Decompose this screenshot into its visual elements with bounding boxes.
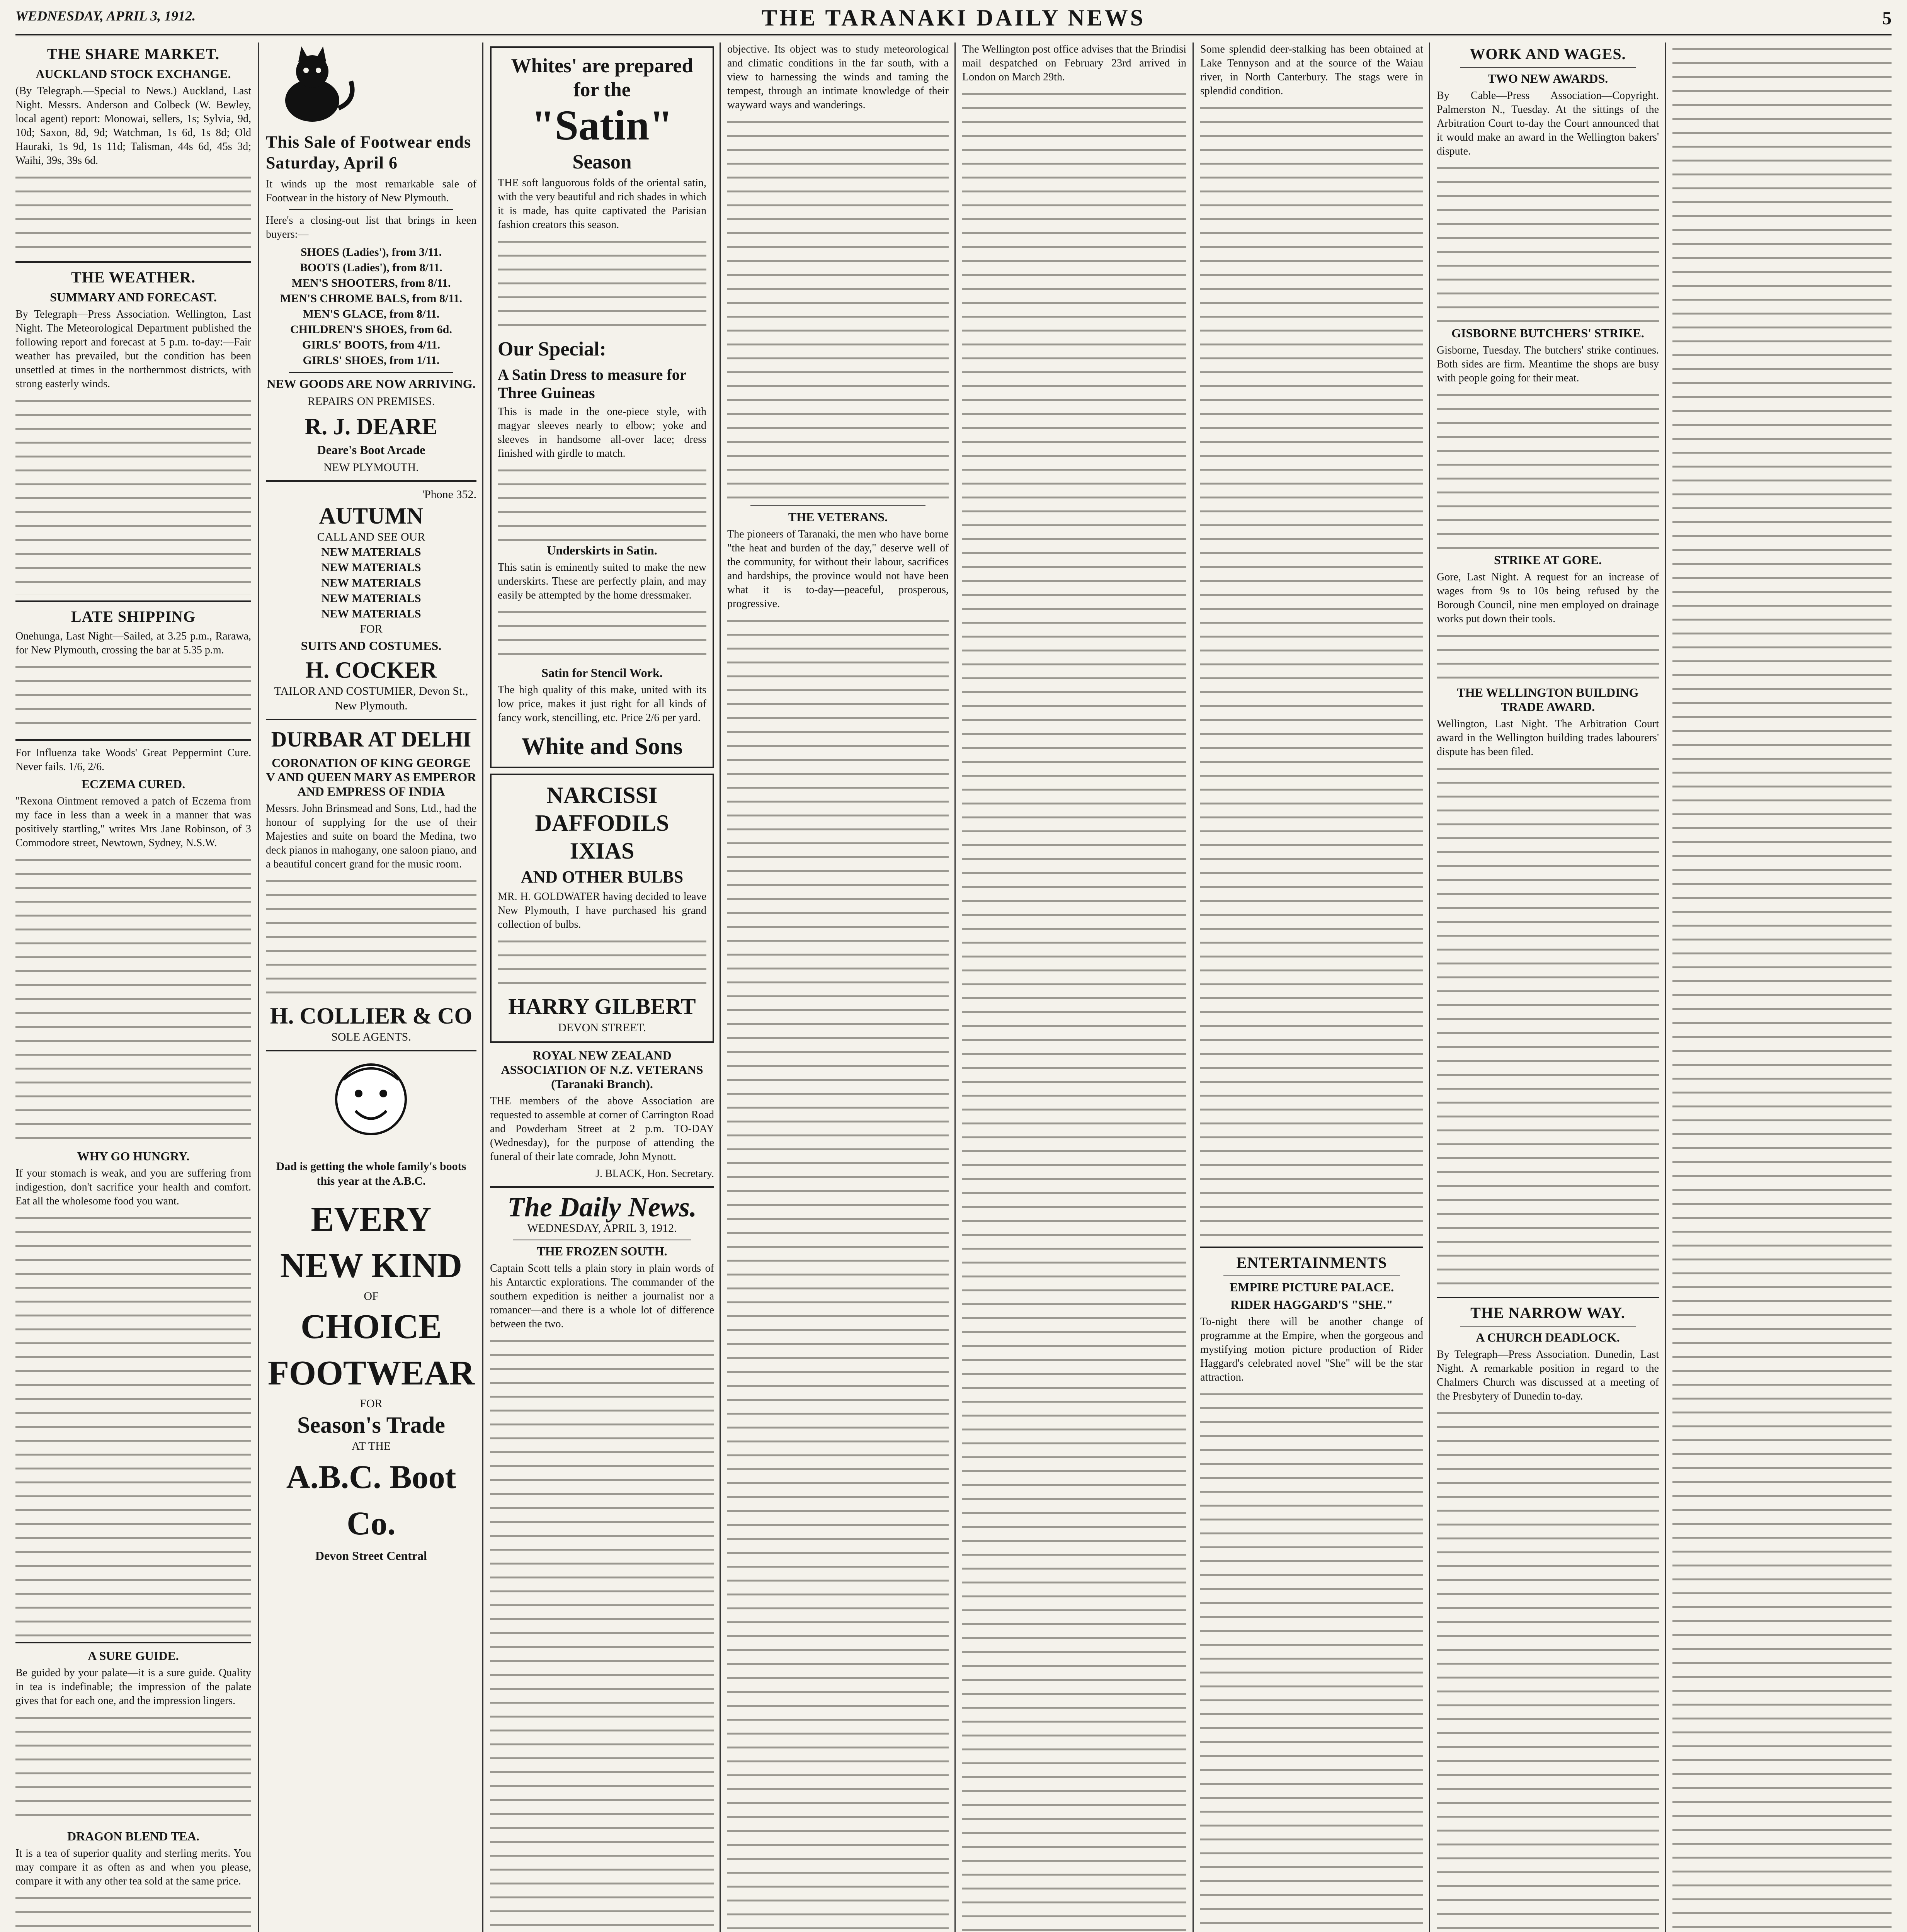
devon-street-central: Devon Street Central	[315, 1549, 427, 1563]
bulb-name: DAFFODILS	[535, 810, 669, 836]
dragon-blend-heading: DRAGON BLEND TEA.	[67, 1829, 199, 1843]
church-deadlock-text: By Telegraph—Press Association. Dunedin, Last Night. A remarkable position in regard to the Chalmers Church was discussed at a meeting of the Presbytery of Dunedin to-day.	[1437, 1349, 1659, 1402]
text-lines	[1200, 101, 1423, 1241]
veterans-heading: THE VETERANS.	[788, 510, 888, 524]
share-market-text: (By Telegraph.—Special to News.) Auckland, Last Night. Messrs. Anderson and Colbeck (W. Bewley, local agent) report: Monowai, sellers, 1s; Sylvia, 9d, 10d; Saxon, 8d, 9d; Watchman, 1s 6d, 1s 8d; Old Hauraki, 1s 9d, 1s 11d; Talisman, 44s 6d, 45s 3d; Waihi, 39s, 39s 6d.	[15, 85, 251, 167]
footwear-price-item: GIRLS' BOOTS, from 4/11.	[302, 338, 440, 351]
column-rule	[258, 43, 259, 1932]
hungry-heading: WHY GO HUNGRY.	[77, 1149, 190, 1163]
repairs-note: REPAIRS ON PREMISES.	[307, 395, 435, 408]
frozen-south-heading: THE FROZEN SOUTH.	[537, 1244, 667, 1258]
footwear-price-item: SHOES (Ladies'), from 3/11.	[300, 246, 442, 259]
gisborne-text: Gisborne, Tuesday. The butchers' strike continues. Both sides are firm. Meantime the shops are busy with people going for their meat.	[1437, 344, 1659, 384]
footwear-price-item: MEN'S CHROME BALS, from 8/11.	[280, 292, 463, 305]
special-sub: A Satin Dress to measure for Three Guineas	[498, 366, 686, 401]
she-heading: RIDER HAGGARD'S "SHE."	[1230, 1298, 1393, 1311]
black-cat-icon	[266, 43, 359, 128]
bulb-name: IXIAS	[570, 838, 635, 864]
eczema-text: "Rexona Ointment removed a patch of Eczema from my face in less than a week in a manner that was positively startling," writes Mrs Jane Robinson, of 3 Commodore street, Newtown, Sydney, N.S.W.	[15, 795, 251, 849]
column-7	[1437, 43, 1659, 1932]
two-new-awards: TWO NEW AWARDS.	[1487, 71, 1608, 85]
material-item: NEW MATERIALS	[321, 546, 421, 558]
masthead-title: THE TARANAKI DAILY NEWS	[761, 5, 1146, 31]
text-lines	[1437, 388, 1659, 551]
text-lines	[15, 1711, 251, 1827]
for-label-2: FOR	[360, 1397, 383, 1410]
deer-stalking: Some splendid deer-stalking has been obtained at Lake Tennyson and at the source of the Waiau river, in North Canterbury. The stags were in splendid condition.	[1200, 43, 1423, 97]
gilbert-street: DEVON STREET.	[558, 1021, 646, 1034]
satin-ad	[490, 46, 714, 768]
text-lines	[1200, 1388, 1423, 1932]
material-item: NEW MATERIALS	[321, 592, 421, 605]
sale-text: It winds up the most remarkable sale of Footwear in the history of New Plymouth.	[266, 178, 476, 204]
suits-costumes: SUITS AND COSTUMES.	[301, 639, 442, 653]
sale-title: This Sale of Footwear ends Saturday, April 6	[266, 133, 471, 172]
material-item: NEW MATERIALS	[321, 607, 421, 620]
daily-news-nameplate: The Daily News.	[507, 1192, 697, 1223]
footwear-price-item: CHILDREN'S SHOES, from 6d.	[290, 323, 452, 336]
material-item: NEW MATERIALS	[321, 561, 421, 574]
materials-list	[266, 544, 476, 622]
text-lines	[15, 660, 251, 734]
text-lines	[1437, 162, 1659, 324]
footwear-price-list	[266, 245, 476, 368]
column-1	[15, 43, 251, 1932]
deare-name: R. J. DEARE	[305, 414, 438, 439]
share-market-heading: THE SHARE MARKET.	[47, 45, 220, 63]
phone-number: 'Phone 352.	[422, 488, 476, 501]
text-lines	[1437, 1406, 1659, 1932]
bulb-names	[498, 781, 706, 865]
sure-guide-text: Be guided by your palate—it is a sure guide. Quality in tea is indefinable; the impression of the palate gives that for each one, and the impression lingers.	[15, 1667, 251, 1707]
material-item: NEW MATERIALS	[321, 577, 421, 589]
footwear-price-item: GIRLS' SHOES, from 1/11.	[303, 354, 440, 367]
harry-gilbert: HARRY GILBERT	[508, 994, 696, 1019]
call-and-see: CALL AND SEE OUR	[317, 531, 425, 543]
baby-caption: Dad is getting the whole family's boots this year at the A.B.C.	[276, 1160, 466, 1187]
new-goods-arriving: NEW GOODS ARE NOW ARRIVING.	[267, 377, 476, 391]
entertainments-heading: ENTERTAINMENTS	[1236, 1254, 1387, 1271]
shipping-text: Onehunga, Last Night—Sailed, at 3.25 p.m., Rarawa, for New Plymouth, crossing the bar at 5.35 p.m.	[15, 630, 251, 656]
text-lines	[15, 1891, 251, 1932]
column-2	[266, 43, 476, 1932]
collier-sub: SOLE AGENTS.	[331, 1031, 411, 1043]
column-4	[727, 43, 949, 1932]
text-lines	[498, 605, 706, 663]
of-label: OF	[364, 1290, 379, 1303]
building-award-text: Wellington, Last Night. The Arbitration Court award in the Wellington building trades labourers' dispute has been filed.	[1437, 718, 1659, 758]
share-market-subheading: AUCKLAND STOCK EXCHANGE.	[36, 67, 231, 81]
text-lines	[15, 394, 251, 595]
text-lines	[1437, 629, 1659, 683]
column-rule	[720, 43, 721, 1932]
text-lines	[498, 464, 706, 541]
goldwater-text: MR. H. GOLDWATER having decided to leave New Plymouth, I have purchased his grand collection of bulbs.	[498, 891, 706, 930]
work-wages-heading: WORK AND WAGES.	[1470, 45, 1626, 63]
brindisi-mail: The Wellington post office advises that the Brindisi mail despatched on February 23rd arrived in London on March 29th.	[962, 43, 1186, 83]
collier-name: H. COLLIER & CO	[270, 1003, 473, 1029]
column-rule	[954, 43, 956, 1932]
building-award-heading: THE WELLINGTON BUILDING TRADE AWARD.	[1457, 685, 1639, 714]
text-lines	[1672, 43, 1892, 1932]
gisborne-heading: GISBORNE BUTCHERS' STRIKE.	[1451, 326, 1644, 340]
bulbs-ad	[490, 774, 714, 1043]
every-new-kind: EVERY NEW KIND	[280, 1200, 462, 1285]
footwear-price-item: BOOTS (Ladies'), from 8/11.	[300, 261, 442, 274]
deare-arcade: Deare's Boot Arcade	[317, 443, 425, 457]
closing-list-intro: Here's a closing-out list that brings in keen buyers:—	[266, 214, 476, 240]
footwear-price-item: MEN'S GLACE, from 8/11.	[303, 308, 440, 320]
sure-guide-heading: A SURE GUIDE.	[88, 1649, 179, 1663]
cocker-address: TAILOR AND COSTUMIER, Devon St., New Plymouth.	[274, 685, 468, 712]
satin-word: "Satin"	[531, 102, 673, 149]
stencil-heading: Satin for Stencil Work.	[541, 666, 663, 680]
choice-footwear: CHOICE FOOTWEAR	[267, 1308, 475, 1392]
text-lines	[962, 87, 1186, 1932]
weather-text: By Telegraph—Press Association. Wellington, Last Night. The Meteorological Department published the following report and forecast at 5 p.m. to-day:—Fair weather has prevailed, but the condition has been unsettled at times in the northernmost districts, with strong easterly winds.	[15, 308, 251, 390]
coronation-heading: CORONATION OF KING GEORGE V AND QUEEN MARY AS EMPEROR AND EMPRESS OF INDIA	[266, 756, 476, 798]
church-deadlock-heading: A CHURCH DEADLOCK.	[1476, 1330, 1620, 1344]
our-special: Our Special:	[498, 338, 606, 360]
underskirts-text: This satin is eminently suited to make the new underskirts. These are perfectly plain, and may easily be attempted by the home dressmaker.	[498, 561, 706, 601]
weather-subheading: SUMMARY AND FORECAST.	[50, 290, 217, 304]
text-lines	[15, 1211, 251, 1636]
masthead-page: 5	[1882, 8, 1892, 29]
text-lines	[727, 614, 949, 1932]
footwear-price-item: MEN'S SHOOTERS, from 8/11.	[291, 277, 451, 289]
text-lines	[727, 115, 949, 502]
text-lines	[15, 853, 251, 1147]
empire-picture-palace: EMPIRE PICTURE PALACE.	[1229, 1280, 1394, 1294]
white-and-sons: White and Sons	[521, 733, 683, 760]
column-3	[490, 43, 714, 1932]
durbar-text: Messrs. John Brinsmead and Sons, Ltd., had the honour of supplying for the use of their Majesties and suite on board the Medina, two deck pianos in mahogany, one saloon piano, and a beautiful concert grand for the music room.	[266, 803, 476, 870]
other-bulbs: AND OTHER BULBS	[521, 867, 684, 886]
column-rule	[482, 43, 483, 1932]
column-rule	[1665, 43, 1666, 1932]
hungry-text: If your stomach is weak, and you are suffering from indigestion, don't sacrifice your health and comfort. Eat all the wholesome food you want.	[15, 1167, 251, 1207]
veterans-text: The pioneers of Taranaki, the men who have borne "the heat and burden of the day," deserve well of the community, for without their labour, sacrifices and hardships, the province would not have been what it is to-day—peaceful, prosperous, progressive.	[727, 528, 949, 610]
text-lines	[266, 874, 476, 1002]
veterans-association: ROYAL NEW ZEALAND ASSOCIATION OF N.Z. VETERANS (Taranaki Branch).	[501, 1048, 703, 1091]
deare-place: NEW PLYMOUTH.	[323, 461, 419, 474]
column-5	[962, 43, 1186, 1932]
eczema-heading: ECZEMA CURED.	[81, 777, 185, 791]
underskirts-heading: Underskirts in Satin.	[547, 543, 657, 557]
gore-heading: STRIKE AT GORE.	[1494, 553, 1602, 567]
baby-illustration-icon	[266, 1057, 476, 1157]
veterans-notice: THE members of the above Association are requested to assemble at corner of Carrington Road and Powderham Street at 2 p.m. TO-DAY (Wednesday), for the purpose of attending the funeral of their late comrade, John Mynott.	[490, 1095, 714, 1163]
gore-text: Gore, Last Night. A request for an increase of wages from 9s to 10s being refused by the Borough Council, nine men employed on drainage works put down their tools.	[1437, 571, 1659, 625]
bulb-name: NARCISSI	[546, 782, 658, 808]
column-rule	[1193, 43, 1194, 1932]
secretary: J. BLACK, Hon. Secretary.	[595, 1168, 714, 1180]
at-the-label: AT THE	[351, 1440, 391, 1452]
satin-text: THE soft languorous folds of the oriental satin, with the very beautiful and rich shades in which it is made, has quite captivated the Parisian fashion creators this season.	[498, 177, 706, 231]
text-lines	[15, 171, 251, 256]
text-lines	[490, 1334, 714, 1932]
narrow-way-heading: THE NARROW WAY.	[1470, 1304, 1625, 1321]
masthead	[15, 5, 1892, 36]
column-8-partial	[1672, 43, 1892, 1932]
frozen-south-continued: objective. Its object was to study meteorological and climatic conditions in the far south, with a view to harnessing the winds and taming the tempest, through an intimate knowledge of their wayward ways and wanderings.	[727, 43, 949, 111]
durbar-heading: DURBAR AT DELHI	[271, 728, 471, 752]
abc-boot-co: A.B.C. Boot Co.	[286, 1458, 456, 1542]
text-lines	[498, 235, 706, 335]
autumn-heading: AUTUMN	[319, 503, 424, 529]
column-rule	[1429, 43, 1430, 1932]
whites-prepared: Whites' are prepared for the	[511, 55, 693, 101]
she-text: To-night there will be another change of programme at the Empire, when the gorgeous and mystifying motion picture production of Rider Haggard's celebrated novel "She" will be the star attraction.	[1200, 1316, 1423, 1383]
frozen-south-text: Captain Scott tells a plain story in plain words of his Antarctic explorations. The commander of the southern expedition is neither a journalist nor a romancer—and there is a whole lot of difference between the two.	[490, 1262, 714, 1330]
text-lines	[1437, 762, 1659, 1291]
season-word: Season	[572, 151, 632, 173]
shipping-heading: LATE SHIPPING	[71, 608, 196, 625]
daily-news-date: WEDNESDAY, APRIL 3, 1912.	[527, 1222, 677, 1235]
text-lines	[498, 935, 706, 993]
influenza-ad: For Influenza take Woods' Great Peppermint Cure. Never fails. 1/6, 2/6.	[15, 747, 251, 773]
stencil-text: The high quality of this make, united with its low price, makes it just right for all kinds of fancy work, stencilling, etc. Price 2/6 per yard.	[498, 684, 706, 724]
cocker-name: H. COCKER	[305, 657, 437, 683]
column-6	[1200, 43, 1423, 1932]
awards-text: By Cable—Press Association—Copyright. Palmerston N., Tuesday. At the sittings of the Arbitration Court to-day the Court announced that it would make an award in the Wellington bakers' dispute.	[1437, 90, 1659, 157]
masthead-date: WEDNESDAY, APRIL 3, 1912.	[15, 8, 196, 24]
weather-heading: THE WEATHER.	[71, 269, 196, 286]
special-text: This is made in the one-piece style, with magyar sleeves nearly to elbow; yoke and sleeves in handsome all-over lace; dress finished with girdle to match.	[498, 406, 706, 459]
for-label: FOR	[360, 622, 383, 635]
dragon-blend-text: It is a tea of superior quality and sterling merits. You may compare it as often as and when you please, compare it with any other tea sold at the same price.	[15, 1847, 251, 1887]
seasons-trade: Season's Trade	[297, 1412, 445, 1438]
